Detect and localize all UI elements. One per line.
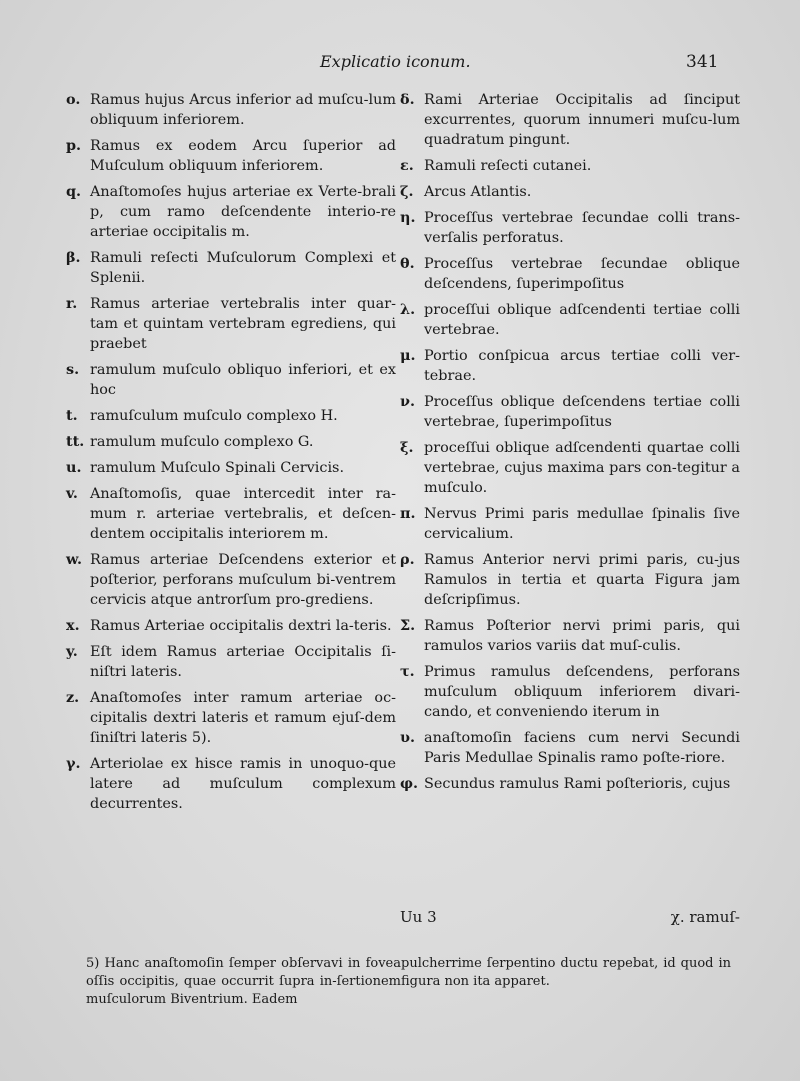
legend-key: z. [66,689,80,706]
right-column [400,90,740,800]
legend-text: anaſtomoſin faciens cum nervi Secundi Paris Medullae Spinalis ramo poſte-riore. [424,730,740,766]
legend-entry [66,754,396,814]
legend-text: Ramuli reſecti cutanei. [424,158,592,174]
legend-entry [400,550,740,610]
legend-text: Rami Arteriae Occipitalis ad ſinciput excurrentes, quorum innumeri muſcu-lum quadratum pingunt. [424,92,740,148]
legend-entry [400,616,740,656]
legend-entry [66,550,396,610]
legend-text: Ramus Arteriae occipitalis dextri la-teris. [90,618,392,634]
legend-key: u. [66,459,82,476]
legend-entry [400,156,740,176]
signature-row [400,908,740,930]
legend-key: π. [400,505,416,522]
running-title: Explicatio iconum. [320,52,471,71]
legend-entry [66,248,396,288]
legend-entry [66,642,396,682]
legend-text: ramulum Muſculo Spinali Cervicis. [90,460,345,476]
legend-entry [66,406,396,426]
legend-text: ramuſculum muſculo complexo H. [90,408,338,424]
legend-entry [66,688,396,748]
legend-key: ζ. [400,183,414,200]
legend-entry [66,458,396,478]
legend-text: Ramus arteriae Deſcendens exterior et poſterior, perforans muſculum bi-ventrem cervicis atque antrorſum pro-grediens. [90,552,396,608]
legend-text: Arteriolae ex hisce ramis in unoquo-que latere ad muſculum complexum decurrentes. [90,756,396,812]
legend-entry [400,346,740,386]
legend-text: Anaſtomoſes inter ramum arteriae oc-cipitalis dextri lateris et ramum ejuſ-dem ſiniſtri lateris 5). [90,690,396,746]
legend-entry [400,774,740,794]
legend-entry [400,254,740,294]
legend-key: ξ. [400,439,414,456]
legend-text: Nervus Primi paris medullae ſpinalis ſive cervicalium. [424,506,740,542]
legend-key: μ. [400,347,416,364]
legend-entry [66,484,396,544]
page-number: 341 [686,52,719,72]
legend-key: υ. [400,729,415,746]
catchword: χ. ramuſ- [670,908,740,926]
legend-key: o. [66,91,81,108]
legend-entry [400,662,740,722]
legend-text: Proceſſus vertebrae ſecundae colli trans-verſalis perforatus. [424,210,740,246]
legend-key: q. [66,183,82,200]
legend-text: Proceſſus oblique deſcendens tertiae colli vertebrae, ſuperimpoſitus [424,394,740,430]
legend-text: Ramus Anterior nervi primi paris, cu-jus Ramulos in tertia et quarta Figura jam deſcripſimus. [424,552,740,608]
legend-entry [66,182,396,242]
legend-key: ν. [400,393,415,410]
legend-entry [400,392,740,432]
legend-key: t. [66,407,78,424]
legend-key: λ. [400,301,416,318]
legend-entry [400,182,740,202]
legend-entry [400,300,740,340]
legend-entry [66,432,396,452]
legend-key: θ. [400,255,415,272]
legend-text: Eſt idem Ramus arteriae Occipitalis ſi-niſtri lateris. [90,644,396,680]
legend-text: ramulum muſculo obliquo inferiori, et ex hoc [90,362,396,398]
legend-text: proceſſui oblique adſcendenti tertiae colli vertebrae. [424,302,740,338]
legend-key: Σ. [400,617,416,634]
legend-entry [400,728,740,768]
legend-text: Ramus Poſterior nervi primi paris, qui ramulos varios variis dat muſ-culis. [424,618,740,654]
legend-key: w. [66,551,82,568]
legend-entry [400,208,740,248]
legend-text: Portio conſpicua arcus tertiae colli ver-tebrae. [424,348,740,384]
legend-key: τ. [400,663,415,680]
legend-entry [66,616,396,636]
legend-entry [400,438,740,498]
legend-key: v. [66,485,78,502]
legend-entry [66,294,396,354]
legend-text: Proceſſus vertebrae ſecundae oblique deſcendens, ſuperimpoſitus [424,256,740,292]
legend-text: ramulum muſculo complexo G. [90,434,314,450]
legend-text: Ramus hujus Arcus inferior ad muſcu-lum obliquum inferiorem. [90,92,396,128]
legend-key: x. [66,617,80,634]
legend-text: Secundus ramulus Rami poſterioris, cujus [424,776,731,792]
legend-key: φ. [400,775,419,792]
footnote-left: 5) Hanc anaſtomoſin ſemper obſervavi in fovea oſſis occipitis, quae occurrit ſupra in-ſertionem muſculorum Biventrium. Eadem [86,956,401,1007]
left-column [66,90,396,820]
legend-key: γ. [66,755,81,772]
legend-key: δ. [400,91,415,108]
running-head [0,52,800,82]
legend-key: ρ. [400,551,415,568]
legend-text: Arcus Atlantis. [424,184,532,200]
legend-key: r. [66,295,78,312]
legend-text: Primus ramulus deſcendens, perforans muſculum obliquum inferiorem divari-cando, et conveniendo iterum in [424,664,740,720]
legend-entry [66,90,396,130]
legend-text: Ramuli reſecti Muſculorum Complexi et Splenii. [90,250,396,286]
legend-key: ε. [400,157,414,174]
legend-entry [66,360,396,400]
legend-text: Anaſtomoſes hujus arteriae ex Verte-brali p, cum ramo deſcendente interio-re arteriae occipitalis m. [90,184,396,240]
legend-key: β. [66,249,81,266]
legend-text: Ramus ex eodem Arcu ſuperior ad Muſculum obliquum inferiorem. [90,138,396,174]
legend-key: s. [66,361,80,378]
legend-text: proceſſui oblique adſcendenti quartae colli vertebrae, cujus maxima pars con-tegitur a muſculo. [424,440,740,496]
legend-entry [400,90,740,150]
legend-key: η. [400,209,416,226]
legend-text: Ramus arteriae vertebralis inter quar-tam et quintam vertebram egrediens, qui praebet [90,296,396,352]
legend-entry [66,136,396,176]
legend-key: y. [66,643,78,660]
legend-entry [400,504,740,544]
legend-key: tt. [66,433,85,450]
legend-text: Anaſtomoſis, quae intercedit inter ra-mum r. arteriae vertebralis, et deſcen-dentem occipitalis interiorem m. [90,486,396,542]
footnote-right: pulcherrime ſerpentino ductu repebat, id quod in figura non ita apparet. [401,956,731,989]
legend-key: p. [66,137,82,154]
signature-mark: Uu 3 [400,908,437,926]
